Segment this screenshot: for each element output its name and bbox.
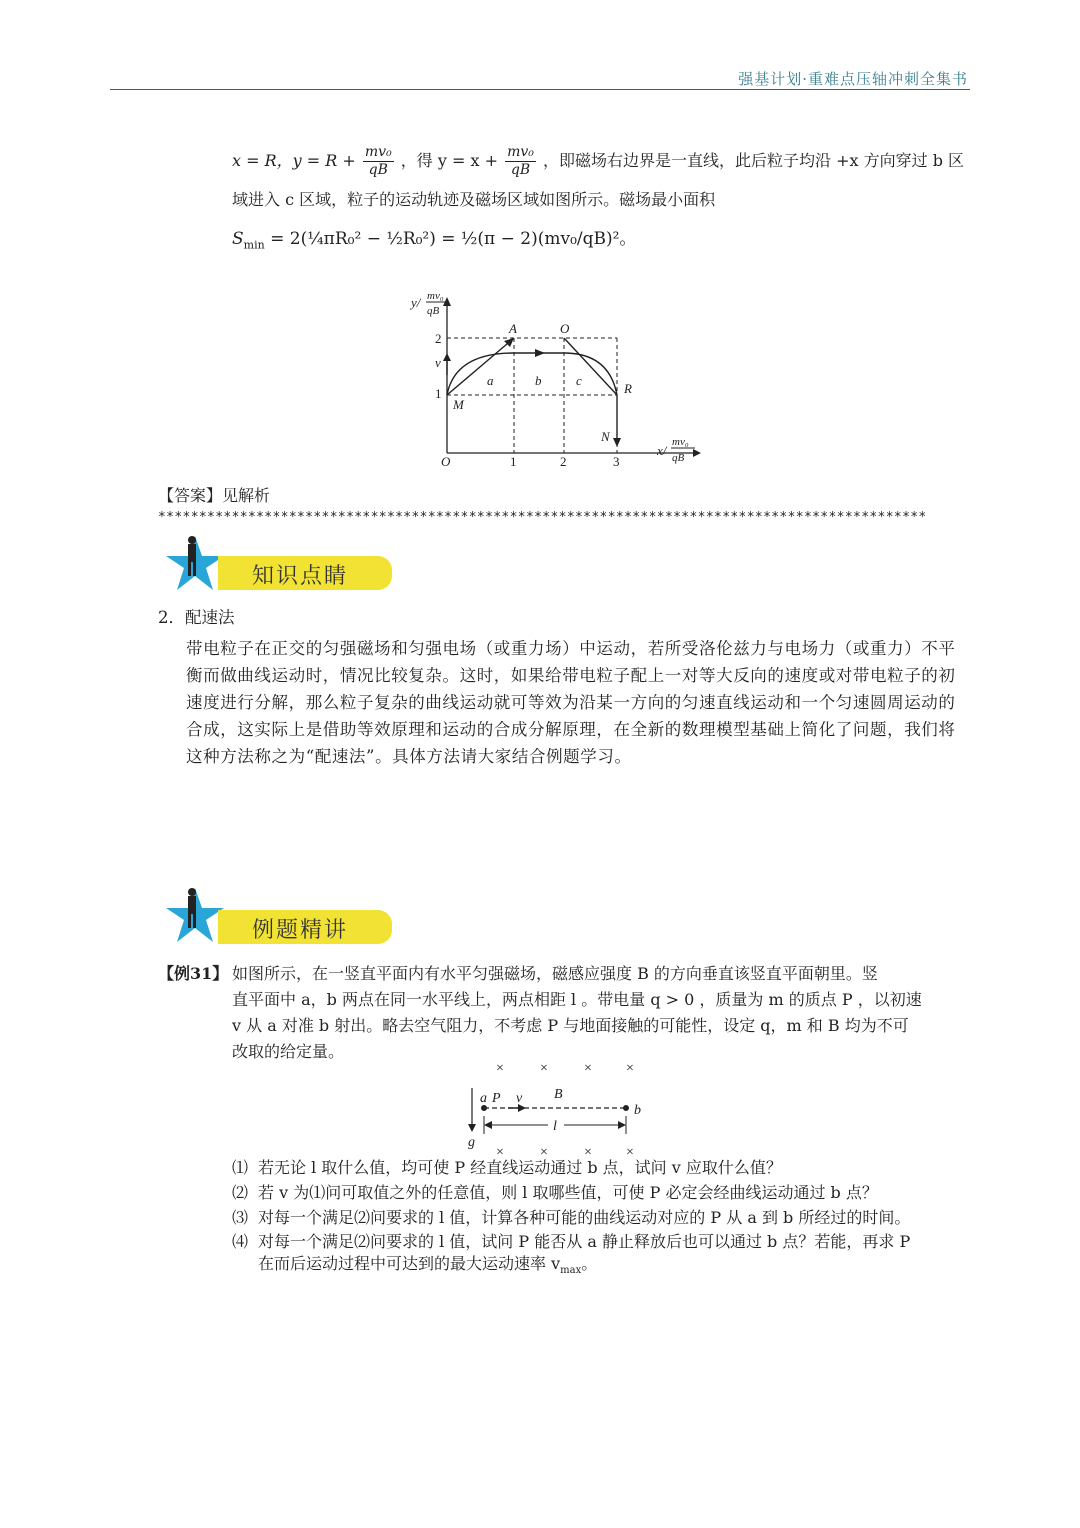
svg-text:×: × bbox=[496, 1061, 504, 1076]
svg-text:qB: qB bbox=[672, 452, 685, 464]
svg-text:l: l bbox=[553, 1119, 557, 1134]
svg-text:×: × bbox=[496, 1145, 504, 1158]
svg-text:c: c bbox=[576, 373, 582, 388]
svg-text:2: 2 bbox=[560, 454, 567, 469]
star-separator: ********************************************************************************************** bbox=[158, 510, 927, 525]
question-4: ⑷ 对每一个满足⑵问要求的 l 值，试问 P 能否从 a 静止释放后也可以通过 b 点？若能，再求 P bbox=[232, 1232, 911, 1251]
fraction-mv0-qb: $\frac{\text{mv₀}}{qB}$ bbox=[364, 144, 392, 178]
svg-text:qB: qB bbox=[427, 305, 440, 317]
section-body: 带电粒子在正交的匀强磁场和匀强电场（或重力场）中运动，若所受洛伦兹力与电场力（或重力）不平衡而做曲线运动时，情况比较复杂。这时，如果给带电粒子配上一对等大反向的速度或对带电粒子的初速度进行分解，那么粒子复杂的曲线运动就可等效为沿某一方向的匀速直线运动和一个匀速圆周运动的合成，这实际上是借助等效原理和运动的合成分解原理，在全新的数理模型基础上简化了问题，我们将这种方法称之为“配速法”。具体方法请大家结合例题学习。 bbox=[186, 639, 956, 766]
answer-label: 【答案】见解析 bbox=[158, 486, 271, 505]
svg-text:v: v bbox=[516, 1091, 523, 1106]
svg-text:2: 2 bbox=[435, 331, 442, 346]
svg-text:A: A bbox=[509, 321, 517, 336]
svg-text:mv₀: mv₀ bbox=[672, 436, 689, 448]
example-line-1: 如图所示，在一竖直平面内有水平匀强磁场，磁感应强度 B 的方向垂直该竖直平面朝里。竖 bbox=[232, 964, 878, 983]
svg-text:O: O bbox=[560, 321, 570, 336]
question-3: ⑶ 对每一个满足⑵问要求的 l 值，计算各种可能的曲线运动对应的 P 从 a 到 b 所经过的时间。 bbox=[232, 1208, 911, 1227]
solution-line-2: 域进入 c 区域，粒子的运动轨迹及磁场区域如图所示。磁场最小面积 bbox=[232, 190, 716, 209]
header-divider bbox=[110, 89, 970, 90]
svg-text:1: 1 bbox=[435, 386, 442, 401]
svg-text:×: × bbox=[626, 1061, 634, 1076]
question-4-continued: 在而后运动过程中可达到的最大运动速率 $v_{max}$。 bbox=[258, 1254, 598, 1277]
magnetic-field-diagram bbox=[460, 1058, 660, 1158]
svg-text:v: v bbox=[435, 355, 441, 370]
example-line-4: 改取的给定量。 bbox=[232, 1042, 345, 1061]
question-1: ⑴ 若无论 l 取什么值，均可使 P 经直线运动通过 b 点，试问 v 应取什么值？ bbox=[232, 1158, 782, 1177]
example-line-3: v 从 a 对准 b 射出。略去空气阻力，不考虑 P 与地面接触的可能性，设定 q，m 和 B 均为不可 bbox=[232, 1016, 909, 1035]
page-header-title: 强基计划·重难点压轴冲刺全集书 bbox=[738, 70, 968, 88]
solution-line-1: x = R，y = R + $\frac{\text{mv₀}}{qB}$ ，得 y = x + $\frac{\text{mv₀}}{qB}$ ，即磁场右边界是一直线，此后粒子均沿 +x 方向穿过 b 区 bbox=[232, 144, 965, 178]
svg-text:×: × bbox=[626, 1145, 634, 1158]
svg-text:×: × bbox=[584, 1145, 592, 1158]
svg-text:N: N bbox=[601, 429, 610, 444]
svg-text:y/: y/ bbox=[411, 295, 421, 310]
banner-knowledge-title: 知识点睛 bbox=[252, 564, 349, 589]
trajectory-diagram bbox=[405, 285, 705, 470]
question-2: ⑵ 若 v 为⑴问可取值之外的任意值，则 l 取哪些值，可使 P 必定会经曲线运动通过 b 点？ bbox=[232, 1183, 878, 1202]
area-formula: $S_{min}$ = 2(¼πR₀² − ½R₀²) = ½(π − 2)(mv₀/qB)²。 bbox=[232, 229, 637, 252]
svg-text:R: R bbox=[624, 381, 632, 396]
section-heading: 2．配速法 bbox=[158, 608, 235, 627]
svg-text:1: 1 bbox=[510, 454, 517, 469]
svg-text:b: b bbox=[535, 373, 542, 388]
svg-text:×: × bbox=[540, 1061, 548, 1076]
example-line-2: 直平面中 a，b 两点在同一水平线上，两点相距 l 。带电量 q > 0 ，质量为 m 的质点 P ，以初速 bbox=[232, 990, 922, 1009]
banner-examples-title: 例题精讲 bbox=[252, 918, 349, 943]
svg-text:3: 3 bbox=[613, 454, 620, 469]
svg-text:B: B bbox=[554, 1087, 563, 1102]
svg-text:×: × bbox=[540, 1145, 548, 1158]
svg-text:a: a bbox=[480, 1091, 487, 1106]
svg-text:g: g bbox=[468, 1135, 475, 1150]
svg-text:b: b bbox=[634, 1103, 641, 1118]
svg-text:P: P bbox=[492, 1091, 501, 1106]
svg-text:a: a bbox=[487, 373, 494, 388]
svg-text:O: O bbox=[441, 454, 451, 469]
svg-text:M: M bbox=[453, 397, 464, 412]
fraction-mv0-qb-2: $\frac{\text{mv₀}}{qB}$ bbox=[507, 144, 534, 178]
svg-text:x/: x/ bbox=[657, 443, 667, 458]
svg-text:mv₀: mv₀ bbox=[427, 290, 444, 302]
example-label: 【例31】 bbox=[158, 964, 229, 983]
svg-text:×: × bbox=[584, 1061, 592, 1076]
